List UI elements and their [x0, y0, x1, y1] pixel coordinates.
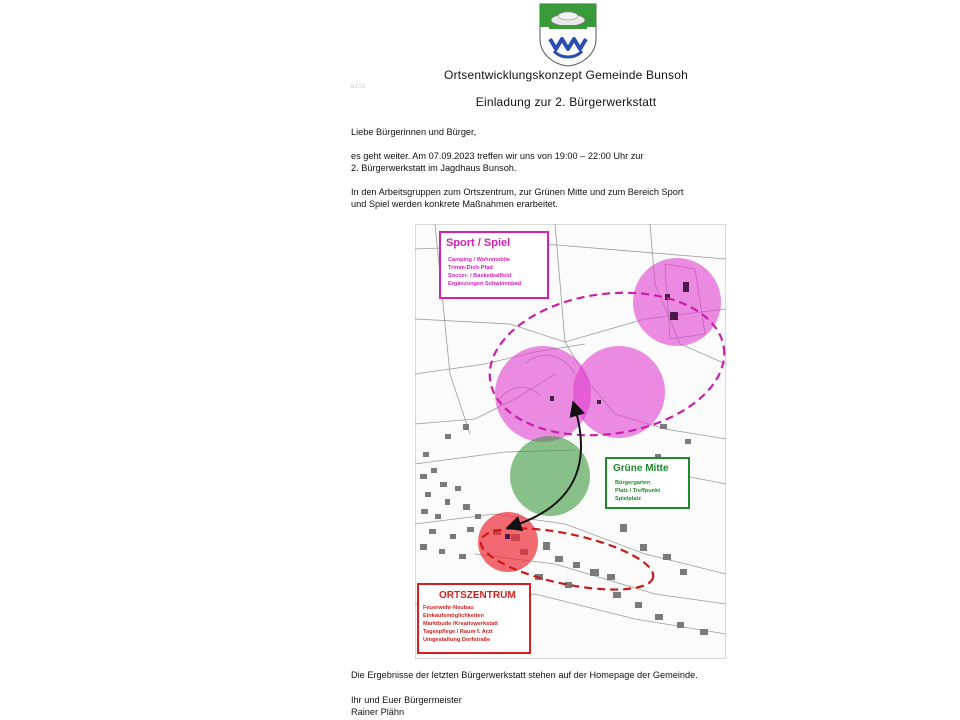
date-line-2: 2. Bürgerwerkstatt im Jagdhaus Bunsoh.: [351, 162, 517, 173]
green-middle-label-title: Grüne Mitte: [613, 463, 669, 474]
sport-blob-north: [633, 258, 721, 346]
scan-stamp: e.f.l.f.: [351, 84, 366, 90]
sport-label-title: Sport / Spiel: [446, 237, 511, 249]
centre-item: Feuerwehr-Neubau: [423, 605, 474, 611]
green-item: Platz / Treffpunkt: [615, 488, 661, 494]
signature-name: Rainer Plähn: [351, 706, 405, 717]
village-map: [415, 224, 726, 659]
closing-block: [351, 695, 781, 718]
sport-item: Soccer- / Basketballfeld: [448, 273, 512, 279]
workgroups-line-1: In den Arbeitsgruppen zum Ortszentrum, zur Grünen Mitte und zum Bereich Sport: [351, 187, 684, 197]
sport-item: Trimm-Dich-Pfad: [448, 265, 493, 271]
document-subtitle: Einladung zur 2. Bürgerwerkstatt: [475, 95, 657, 109]
green-item: Spielplatz: [615, 496, 642, 502]
sport-blob-east: [573, 346, 665, 438]
closing-line: Ihr und Euer Bürgermeister: [351, 695, 462, 705]
green-item: Bürgergarten: [615, 480, 651, 486]
sport-item: Camping / Wohnmobile: [448, 257, 511, 263]
green-middle-blob: [510, 436, 590, 516]
date-line-1: es geht weiter. Am 07.09.2023 treffen wir uns von 19:00 – 22:00 Uhr zur: [351, 151, 644, 161]
results-note: Die Ergebnisse der letzten Bürgerwerkstatt stehen auf der Homepage der Gemeinde.: [351, 670, 698, 680]
sport-label-box: [440, 232, 548, 298]
salutation: Liebe Bürgerinnen und Bürger,: [351, 127, 477, 137]
municipal-crest-logo: [539, 3, 597, 67]
document-title: Ortsentwicklungskonzept Gemeinde Bunsoh: [444, 68, 688, 82]
sport-item: Ergänzungen Schwimmbad: [448, 281, 522, 287]
workgroups-paragraph: [351, 187, 781, 210]
centre-label-box: [418, 584, 530, 653]
centre-item: Tagespflege / Raum f. Arzt: [423, 629, 493, 635]
village-centre-blob: [478, 512, 538, 572]
centre-item: Einkaufsmöglichkeiten: [423, 613, 484, 619]
centre-item: Umgestaltung Dorfstraße: [423, 637, 491, 643]
workgroups-line-2: und Spiel werden konkrete Maßnahmen erarbeitet.: [351, 198, 558, 209]
centre-label-title: ORTSZENTRUM: [439, 590, 516, 601]
green-middle-label-box: [606, 458, 689, 508]
date-paragraph: [351, 151, 781, 174]
centre-item: Marktbude /Kreativwerkstatt: [423, 621, 498, 627]
